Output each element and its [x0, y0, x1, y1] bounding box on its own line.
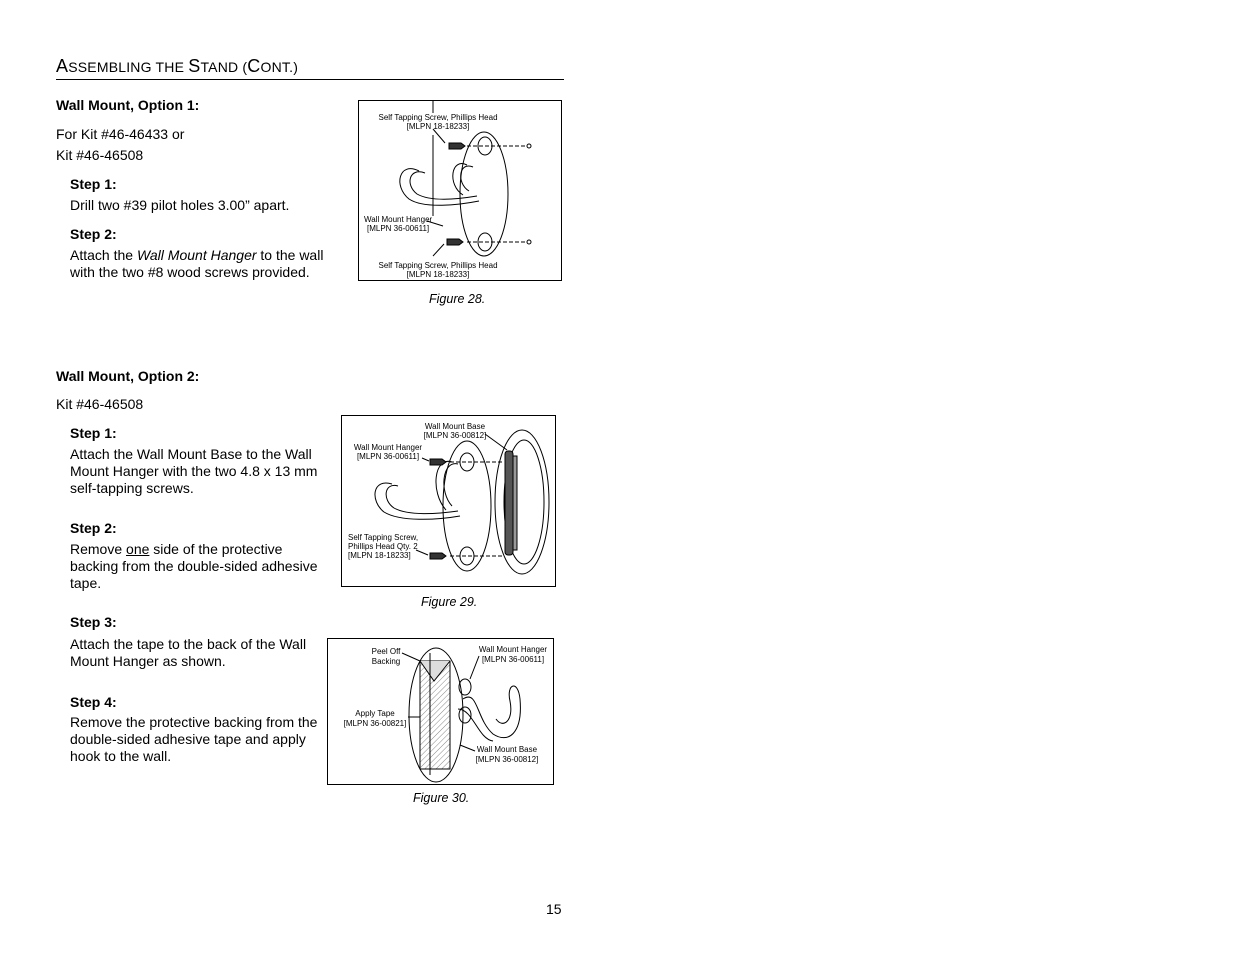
figure-30-drawing	[328, 639, 553, 784]
fig29-base-label-2: [MLPN 36-00812]	[423, 431, 487, 440]
option1-step2-label: Step 2:	[70, 226, 117, 242]
fig30-base-label-2: [MLPN 36-00812]	[475, 755, 539, 764]
fig30-base-label-1: Wall Mount Base	[476, 745, 538, 754]
option1-step1-label: Step 1:	[70, 176, 117, 192]
option2-kit-line: Kit #46-46508	[56, 396, 144, 412]
figure-29-caption: Figure 29.	[421, 595, 478, 609]
option2-step3-label: Step 3:	[70, 614, 117, 630]
option1-step1-text: Drill two #39 pilot holes 3.00” apart.	[70, 197, 290, 213]
figure-29-drawing	[342, 416, 555, 586]
fig28-top-label-1: Self Tapping Screw, Phillips Head	[378, 113, 498, 122]
option1-kit-line1: For Kit #46-46433 or	[56, 126, 185, 142]
title-rule	[56, 79, 564, 80]
fig30-peel-label-1: Peel Off	[371, 647, 401, 656]
option1-step2-text: Attach the Wall Mount Hanger to the wall with the two #8 wood screws provided.	[70, 247, 324, 280]
option1-kit-line2: Kit #46-46508	[56, 147, 144, 163]
figure-28	[358, 100, 562, 281]
figure-28-drawing	[359, 101, 561, 280]
option1-heading: Wall Mount, Option 1:	[56, 97, 200, 113]
fig30-tape-label-2: [MLPN 36-00821]	[343, 719, 407, 728]
option2-step2-text: Remove one side of the protective backing from the double-sided adhesive tape.	[70, 541, 318, 591]
figure-30-caption: Figure 30.	[413, 791, 470, 805]
option2-step3-text: Attach the tape to the back of the Wall Mount Hanger as shown.	[70, 636, 307, 669]
fig29-base-label-1: Wall Mount Base	[424, 422, 486, 431]
fig30-hanger-label-1: Wall Mount Hanger	[478, 645, 548, 654]
option2-step4-text: Remove the protective backing from the double-sided adhesive tape and apply hook to the wall.	[70, 714, 318, 764]
option2-step1-text: Attach the Wall Mount Base to the Wall Mount Hanger with the two 4.8 x 13 mm self-tapping screws.	[70, 446, 318, 496]
option2-heading: Wall Mount, Option 2:	[56, 368, 200, 384]
fig29-hanger-label-2: [MLPN 36-00611]	[356, 452, 420, 461]
figure-30	[327, 638, 554, 785]
fig29-screw-label-3: [MLPN 18-18233]	[348, 551, 411, 560]
fig30-hanger-label-2: [MLPN 36-00611]	[481, 655, 545, 664]
fig28-mid-label-1: Wall Mount Hanger	[364, 215, 433, 224]
fig30-peel-label-2: Backing	[371, 657, 401, 666]
fig30-tape-label-1: Apply Tape	[355, 709, 395, 718]
option2-step2-label: Step 2:	[70, 520, 117, 536]
section-title: ASSEMBLING THE STAND (CONT.)	[56, 56, 299, 76]
option2-step4-label: Step 4:	[70, 694, 117, 710]
fig28-top-label-2: [MLPN 18-18233]	[406, 122, 470, 131]
fig28-bot-label-2: [MLPN 18-18233]	[406, 270, 470, 279]
fig28-mid-label-2: [MLPN 36-00611]	[367, 224, 430, 233]
option2-step1-label: Step 1:	[70, 425, 117, 441]
figure-29	[341, 415, 556, 587]
fig29-hanger-label-1: Wall Mount Hanger	[353, 443, 423, 452]
page-number: 15	[546, 901, 562, 917]
fig29-screw-label-2: Phillips Head Qty. 2	[348, 542, 418, 551]
fig29-screw-label-1: Self Tapping Screw,	[348, 533, 419, 542]
figure-28-caption: Figure 28.	[429, 292, 486, 306]
fig28-bot-label-1: Self Tapping Screw, Phillips Head	[378, 261, 498, 270]
